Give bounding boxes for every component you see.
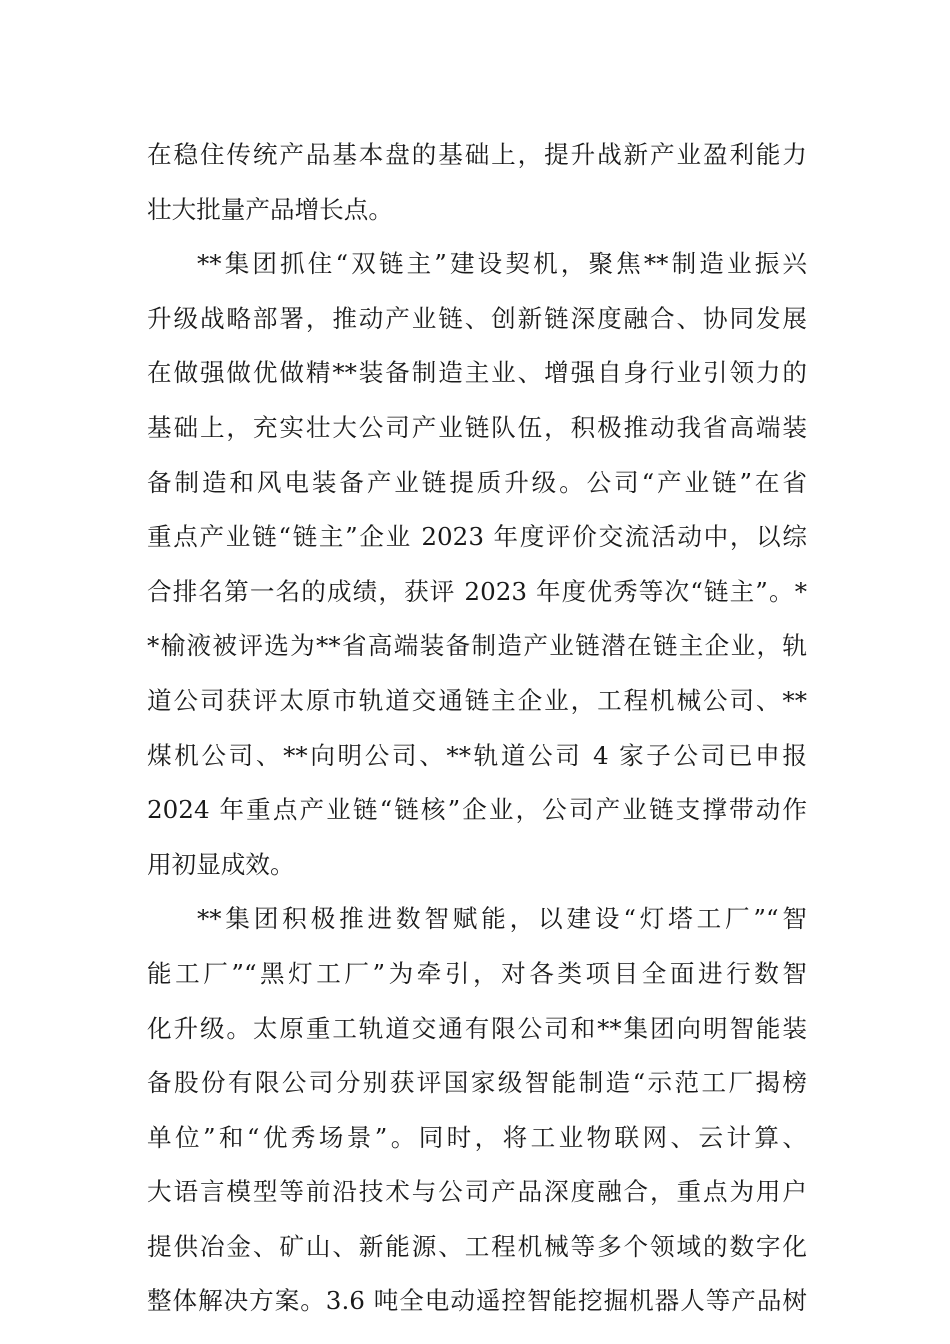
paragraph-2-line-8: *榆液被评选为**省高端装备制造产业链潜在链主企业，轨: [147, 631, 807, 661]
paragraph-2-line-7: 合排名第一名的成绩，获评 2023 年度优秀等次“链主”。*: [147, 576, 807, 606]
paragraph-3-line-8: 整体解决方案。3.6 吨全电动遥控智能挖掘机器人等产品树: [147, 1286, 807, 1316]
paragraph-2-line-10: 煤机公司、**向明公司、**轨道公司 4 家子公司已申报: [147, 740, 807, 770]
paragraph-3-line-3: 化升级。太原重工轨道交通有限公司和**集团向明智能装: [147, 1013, 807, 1043]
paragraph-2-line-4: 基础上，充实壮大公司产业链队伍，积极推动我省高端装: [147, 412, 807, 442]
paragraph-2-line-5: 备制造和风电装备产业链提质升级。公司“产业链”在省: [147, 467, 807, 497]
paragraph-3-line-7: 提供冶金、矿山、新能源、工程机械等多个领域的数字化: [147, 1231, 807, 1261]
paragraph-2-line-3: 在做强做优做精**装备制造主业、增强自身行业引领力的: [147, 358, 807, 388]
paragraph-3-line-1: **集团积极推进数智赋能，以建设“灯塔工厂”“智: [197, 904, 807, 934]
paragraph-2-line-12: 用初显成效。: [147, 849, 295, 879]
paragraph-3-line-5: 单位”和“优秀场景”。同时，将工业物联网、云计算、: [147, 1122, 807, 1152]
paragraph-2-line-9: 道公司获评太原市轨道交通链主企业，工程机械公司、**: [147, 685, 807, 715]
paragraph-2-line-6: 重点产业链“链主”企业 2023 年度评价交流活动中，以综: [147, 522, 807, 552]
paragraph-2-line-11: 2024 年重点产业链“链核”企业，公司产业链支撑带动作: [147, 795, 807, 825]
paragraph-3-line-6: 大语言模型等前沿技术与公司产品深度融合，重点为用户: [147, 1177, 807, 1207]
paragraph-2-line-1: **集团抓住“双链主”建设契机，聚焦**制造业振兴: [197, 249, 807, 279]
paragraph-1-line-2: 壮大批量产品增长点。: [147, 194, 393, 224]
document-body: [147, 128, 807, 1329]
paragraph-2-line-2: 升级战略部署，推动产业链、创新链深度融合、协同发展: [147, 303, 807, 333]
paragraph-1-line-1: 在稳住传统产品基本盘的基础上，提升战新产业盈利能力: [147, 140, 807, 169]
paragraph-3-line-4: 备股份有限公司分别获评国家级智能制造“示范工厂揭榜: [147, 1068, 807, 1098]
paragraph-3-line-2: 能工厂”“黑灯工厂”为牵引，对各类项目全面进行数智: [147, 958, 807, 988]
